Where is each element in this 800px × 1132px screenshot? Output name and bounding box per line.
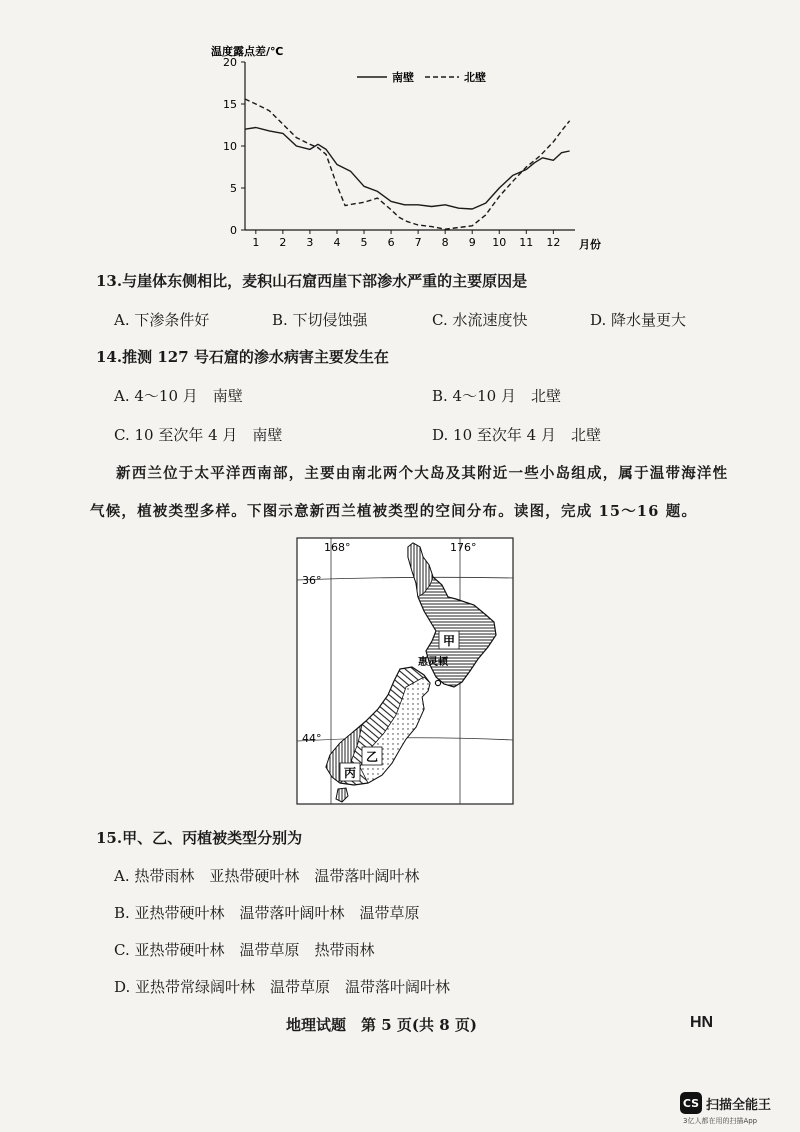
q13-option-a: A. 下渗条件好 <box>114 311 210 329</box>
x-tick-label: 7 <box>414 236 422 249</box>
q14-option-d: D. 10 至次年 4 月 北壁 <box>432 426 601 444</box>
passage-line-2: 气候，植被类型多样。下图示意新西兰植被类型的空间分布。读图，完成 15～16 题。 <box>90 503 698 520</box>
temperature-dewpoint-chart <box>195 40 615 255</box>
page-footer-code: HN <box>690 1014 714 1031</box>
x-tick-label: 6 <box>387 236 395 249</box>
y-tick-label: 20 <box>223 56 237 69</box>
y-tick-label: 0 <box>230 224 237 237</box>
q14-option-c: C. 10 至次年 4 月 南壁 <box>114 426 283 444</box>
chart-svg <box>195 40 615 255</box>
x-tick-label: 2 <box>279 236 287 249</box>
y-tick-label: 15 <box>223 98 237 111</box>
page-footer-title: 地理试题 第 5 页(共 8 页) <box>286 1016 477 1034</box>
lat-label-36: 36° <box>302 574 322 587</box>
x-tick-label: 10 <box>492 236 507 249</box>
lon-label-176: 176° <box>450 541 477 554</box>
question-14-stem: 14.推测 127 号石窟的渗水病害主要发生在 <box>96 348 389 366</box>
wellington-label: 惠灵顿 <box>418 657 448 668</box>
x-tick-label: 9 <box>468 236 476 249</box>
scanner-watermark <box>680 1092 771 1114</box>
series-south-wall-line <box>245 128 570 210</box>
x-tick-label: 8 <box>441 236 449 249</box>
region-bing-label: 丙 <box>343 766 357 780</box>
q13-option-d: D. 降水量更大 <box>590 311 687 329</box>
q15-option-d: D. 亚热带常绿阔叶林 温带草原 温带落叶阔叶林 <box>114 978 451 996</box>
lat-label-44: 44° <box>302 732 322 745</box>
x-tick-label: 5 <box>360 236 368 249</box>
legend-south: 南壁 <box>392 71 414 84</box>
q14-option-a: A. 4～10 月 南壁 <box>114 387 243 405</box>
y-axis-label: 温度露点差/℃ <box>211 45 284 58</box>
lon-label-168: 168° <box>324 541 351 554</box>
x-tick-label: 4 <box>333 236 341 249</box>
x-axis-label: 月份 <box>579 238 601 251</box>
series-north-wall-line <box>245 99 570 229</box>
q15-option-c: C. 亚热带硬叶林 温带草原 热带雨林 <box>114 941 375 959</box>
map-svg <box>296 537 514 805</box>
y-tick-label: 10 <box>223 140 237 153</box>
scanner-tagline: 3亿人都在用的扫描App <box>683 1117 758 1125</box>
camscanner-logo: CS <box>680 1092 702 1114</box>
q13-option-c: C. 水流速度快 <box>432 311 528 329</box>
region-yi-label: 乙 <box>365 750 379 764</box>
q15-option-b: B. 亚热带硬叶林 温带落叶阔叶林 温带草原 <box>114 904 420 922</box>
question-13-stem: 13.与崖体东侧相比，麦积山石窟西崖下部渗水严重的主要原因是 <box>96 272 528 290</box>
x-tick-label: 12 <box>546 236 561 249</box>
region-jia-label: 甲 <box>442 634 456 648</box>
passage-line-1: 新西兰位于太平洋西南部，主要由南北两个大岛及其附近一些小岛组成，属于温带海洋性 <box>116 465 729 482</box>
x-tick-label: 1 <box>252 236 260 249</box>
wellington-marker <box>435 680 440 685</box>
q14-option-b: B. 4～10 月 北壁 <box>432 387 561 405</box>
y-tick-label: 5 <box>230 182 237 195</box>
x-tick-label: 3 <box>306 236 314 249</box>
legend-north: 北壁 <box>464 71 486 84</box>
q13-option-b: B. 下切侵蚀强 <box>272 311 368 329</box>
q15-option-a: A. 热带雨林 亚热带硬叶林 温带落叶阔叶林 <box>114 867 420 885</box>
new-zealand-vegetation-map <box>296 537 514 805</box>
scanner-name: 扫描全能王 <box>706 1097 772 1113</box>
x-tick-label: 11 <box>519 236 534 249</box>
question-15-stem: 15.甲、乙、丙植被类型分别为 <box>96 829 303 847</box>
